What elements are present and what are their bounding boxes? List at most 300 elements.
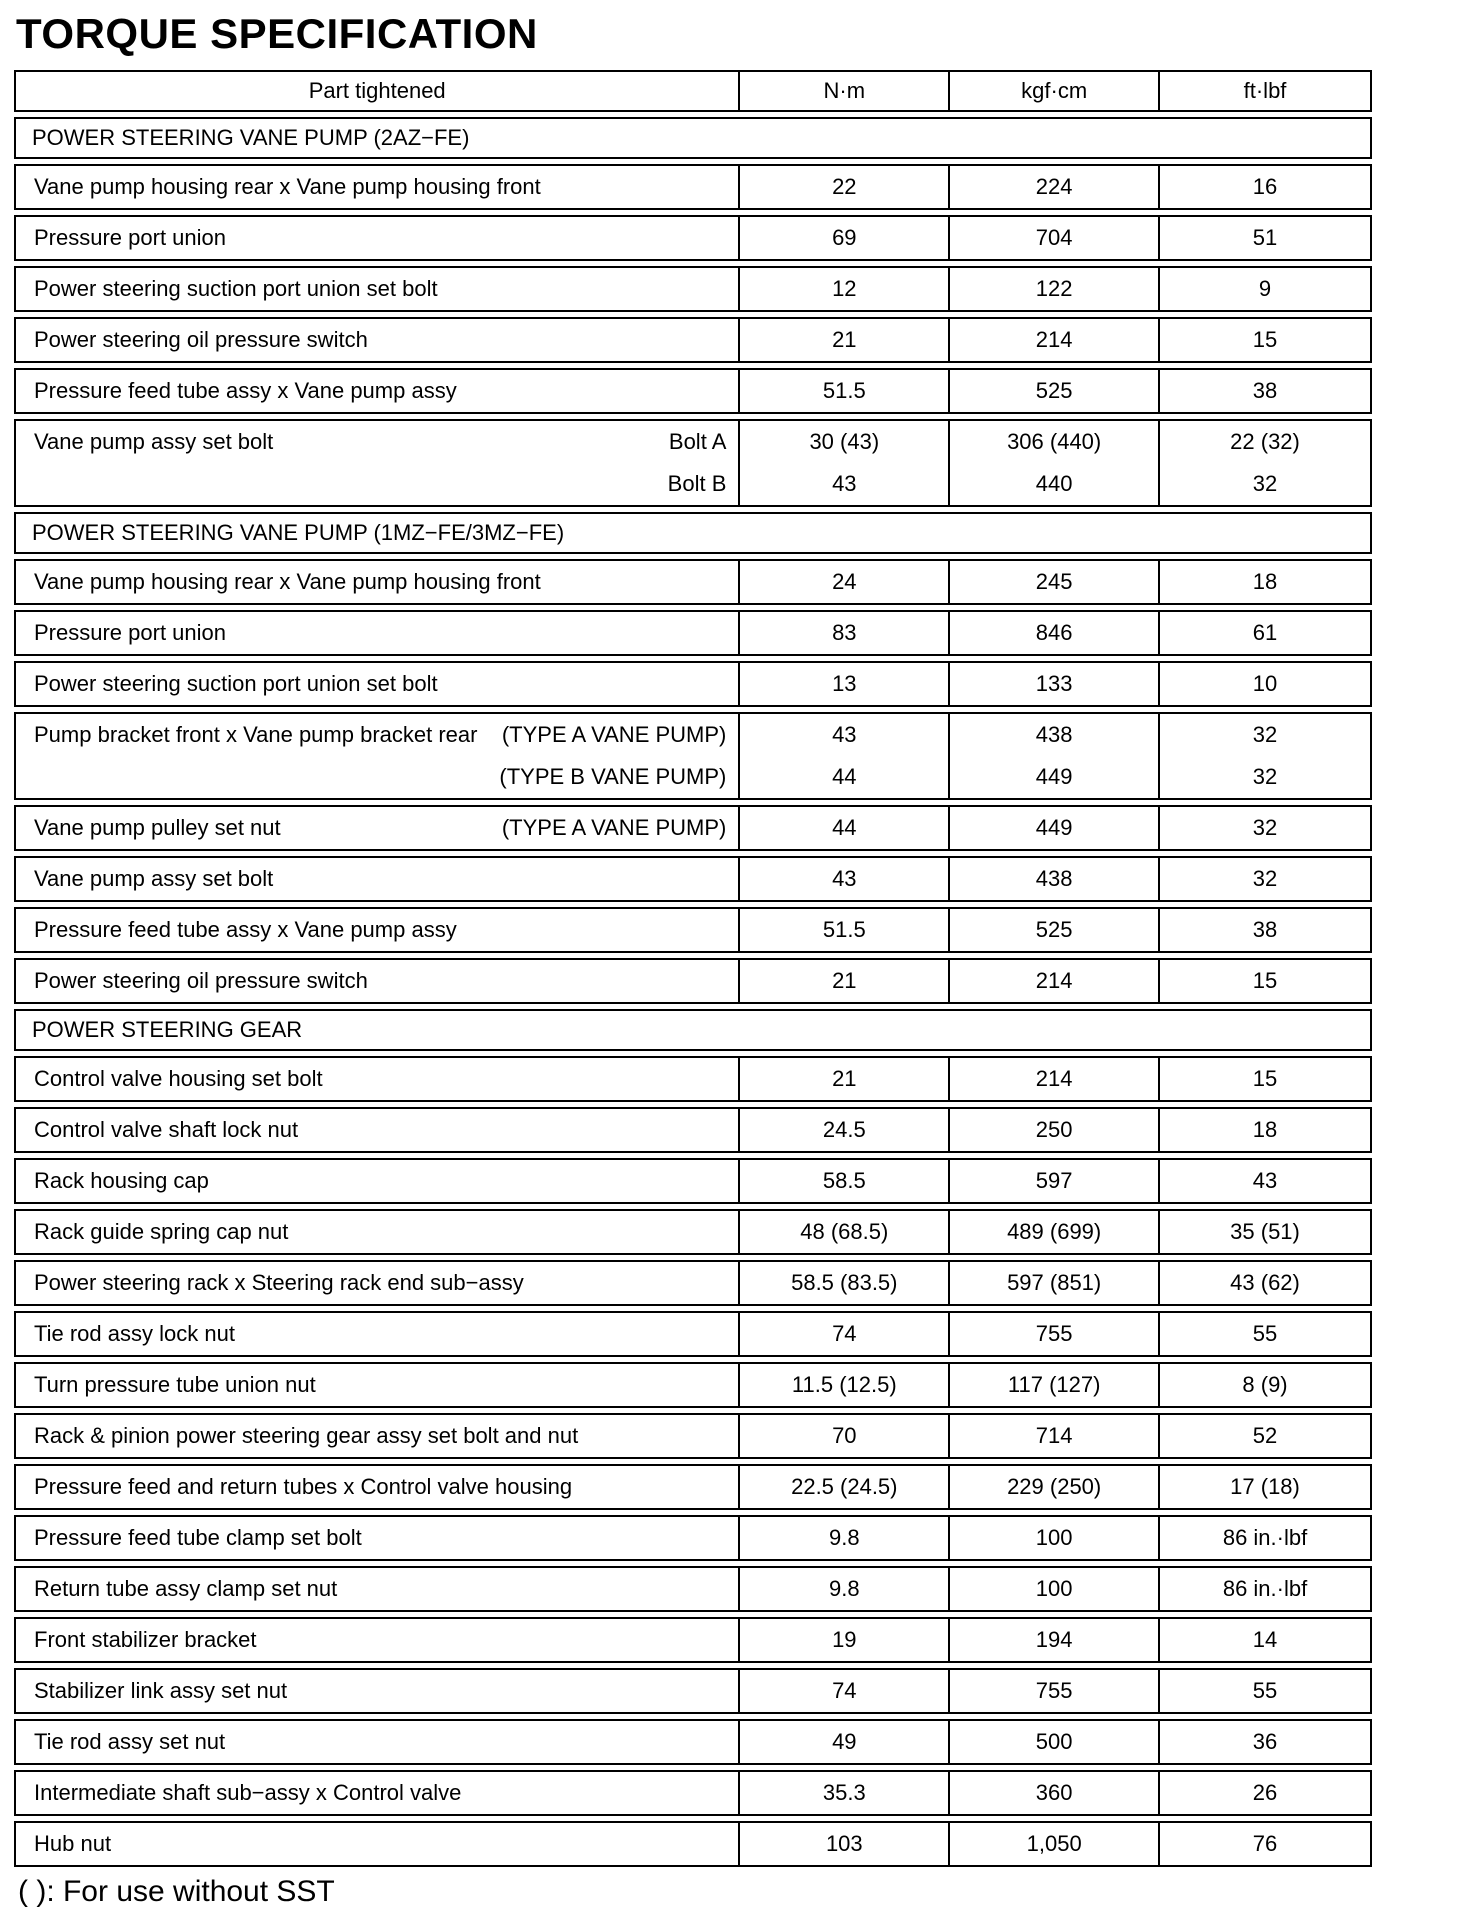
value-cell-ftlbf <box>1160 960 1370 1002</box>
part-line <box>34 1058 726 1100</box>
table-row <box>14 856 1372 902</box>
value-cell-nm <box>740 858 950 900</box>
section-title: POWER STEERING VANE PUMP (1MZ−FE/3MZ−FE) <box>32 520 565 545</box>
table-row <box>14 1413 1372 1459</box>
part-name: Rack guide spring cap nut <box>34 1219 289 1244</box>
part-cell <box>16 1058 740 1100</box>
value-cell-nm <box>740 1670 950 1712</box>
torque-value: 245 <box>1035 569 1073 594</box>
value-cell-kgfcm <box>950 421 1160 505</box>
table-row <box>14 712 1372 800</box>
value-cell-kgfcm <box>950 1415 1160 1457</box>
part-name: Turn pressure tube union nut <box>34 1372 316 1397</box>
part-cell <box>16 1619 740 1661</box>
table-row <box>14 317 1372 363</box>
torque-value: 9.8 <box>829 1576 860 1601</box>
torque-value: 32 <box>1252 471 1278 496</box>
torque-value: 55 <box>1252 1678 1278 1703</box>
value-cell-kgfcm <box>950 561 1160 603</box>
value-cell-ftlbf <box>1160 1772 1370 1814</box>
torque-value: 86 in.·lbf <box>1222 1525 1308 1550</box>
table-row <box>14 907 1372 953</box>
torque-value: 10 <box>1252 671 1278 696</box>
value-cell-nm <box>740 268 950 310</box>
value-cell-ftlbf <box>1160 1109 1370 1151</box>
section-header-row <box>14 512 1372 554</box>
value-cell-ftlbf <box>1160 1211 1370 1253</box>
torque-value: 58.5 (83.5) <box>791 1270 898 1295</box>
value-cell-nm <box>740 1211 950 1253</box>
torque-value: 21 <box>832 327 857 352</box>
part-cell <box>16 663 740 705</box>
value-cell-nm <box>740 612 950 654</box>
value-cell-nm <box>740 1313 950 1355</box>
torque-value: 26 <box>1252 1780 1278 1805</box>
part-name: Vane pump housing rear x Vane pump housing front <box>34 569 541 594</box>
value-cell-kgfcm <box>950 319 1160 361</box>
part-cell <box>16 1211 740 1253</box>
part-cell <box>16 807 740 849</box>
torque-value: 21 <box>832 1066 857 1091</box>
torque-value: 440 <box>1035 471 1073 496</box>
value-cell-kgfcm <box>950 1670 1160 1712</box>
table-header-row <box>14 70 1372 112</box>
value-cell-nm <box>740 807 950 849</box>
torque-value: 194 <box>1035 1627 1073 1652</box>
part-line <box>34 663 726 705</box>
part-name: Control valve housing set bolt <box>34 1066 323 1091</box>
torque-value: 360 <box>1035 1780 1073 1805</box>
table-row <box>14 1464 1372 1510</box>
torque-value: 9.8 <box>829 1525 860 1550</box>
torque-value: 44 <box>832 764 857 789</box>
value-cell-nm <box>740 960 950 1002</box>
part-name: Power steering oil pressure switch <box>34 968 368 993</box>
torque-value: 846 <box>1035 620 1073 645</box>
torque-value: 12 <box>832 276 857 301</box>
value-cell-nm <box>740 1772 950 1814</box>
torque-value: 438 <box>1035 722 1073 747</box>
part-cell <box>16 370 740 412</box>
torque-value: 51.5 <box>822 378 866 403</box>
part-cell <box>16 960 740 1002</box>
value-cell-nm <box>740 1517 950 1559</box>
part-name: Power steering oil pressure switch <box>34 327 368 352</box>
part-cell <box>16 1415 740 1457</box>
part-line <box>34 561 726 603</box>
torque-value: 83 <box>832 620 857 645</box>
value-cell-kgfcm <box>950 612 1160 654</box>
value-cell-nm <box>740 1262 950 1304</box>
value-cell-kgfcm <box>950 268 1160 310</box>
torque-value: 24.5 <box>822 1117 866 1142</box>
torque-spec-table <box>14 70 1372 1867</box>
part-line <box>34 1772 726 1814</box>
torque-value: 52 <box>1252 1423 1278 1448</box>
torque-value: 32 <box>1252 815 1278 840</box>
part-name: Vane pump assy set bolt <box>34 866 274 891</box>
torque-value: 755 <box>1035 1678 1073 1703</box>
part-name: Pressure port union <box>34 225 226 250</box>
torque-value: 133 <box>1035 671 1073 696</box>
torque-value: 224 <box>1035 174 1073 199</box>
part-cell <box>16 1670 740 1712</box>
torque-value: 70 <box>832 1423 857 1448</box>
value-cell-kgfcm <box>950 1517 1160 1559</box>
part-name: Pressure feed tube clamp set bolt <box>34 1525 362 1550</box>
value-cell-ftlbf <box>1160 1160 1370 1202</box>
torque-value: 21 <box>832 968 857 993</box>
part-line <box>34 1262 726 1304</box>
part-line <box>34 1313 726 1355</box>
torque-value: 9 <box>1258 276 1272 301</box>
part-name: Pressure feed tube assy x Vane pump assy <box>34 917 457 942</box>
table-row <box>14 164 1372 210</box>
value-cell-nm <box>740 166 950 208</box>
table-row <box>14 661 1372 707</box>
part-name: Front stabilizer bracket <box>34 1627 257 1652</box>
footnote: ( ): For use without SST <box>18 1875 335 1908</box>
part-cell <box>16 1313 740 1355</box>
value-cell-ftlbf <box>1160 1364 1370 1406</box>
page-title: TORQUE SPECIFICATION <box>16 10 538 57</box>
part-note: (TYPE A VANE PUMP) <box>501 815 727 840</box>
torque-value: 35 (51) <box>1230 1219 1300 1244</box>
value-cell-ftlbf <box>1160 612 1370 654</box>
part-cell <box>16 1466 740 1508</box>
table-row <box>14 1821 1372 1867</box>
torque-value: 306 (440) <box>1007 429 1102 454</box>
table-row <box>14 1107 1372 1153</box>
part-line <box>34 807 726 849</box>
part-line <box>34 1109 726 1151</box>
value-cell-nm <box>740 1466 950 1508</box>
torque-value: 55 <box>1252 1321 1278 1346</box>
torque-value: 44 <box>832 815 857 840</box>
torque-value: 43 <box>832 471 857 496</box>
column-header-part: Part tightened <box>16 72 740 110</box>
part-name: Vane pump housing rear x Vane pump housing front <box>34 174 541 199</box>
value-cell-nm <box>740 714 950 798</box>
value-cell-ftlbf <box>1160 1619 1370 1661</box>
torque-value: 43 <box>1252 1168 1278 1193</box>
value-cell-kgfcm <box>950 807 1160 849</box>
part-line <box>34 960 726 1002</box>
torque-value: 489 (699) <box>1007 1219 1102 1244</box>
torque-value: 51.5 <box>822 917 866 942</box>
torque-value: 122 <box>1035 276 1073 301</box>
part-name: Vane pump pulley set nut <box>34 815 281 840</box>
table-row <box>14 1770 1372 1816</box>
part-line <box>34 1415 726 1457</box>
part-line <box>34 612 726 654</box>
value-cell-ftlbf <box>1160 561 1370 603</box>
value-cell-ftlbf <box>1160 1670 1370 1712</box>
part-cell <box>16 1262 740 1304</box>
torque-value: 74 <box>832 1678 857 1703</box>
part-note: Bolt B <box>667 471 727 496</box>
table-row <box>14 805 1372 851</box>
column-header-ftlbf: ft·lbf <box>1243 78 1287 103</box>
part-line <box>34 1160 726 1202</box>
value-cell-ftlbf <box>1160 217 1370 259</box>
part-name: Tie rod assy lock nut <box>34 1321 235 1346</box>
table-row <box>14 1719 1372 1765</box>
table-row <box>14 1566 1372 1612</box>
torque-value: 14 <box>1252 1627 1278 1652</box>
value-cell-ftlbf <box>1160 1415 1370 1457</box>
part-name: Power steering suction port union set bolt <box>34 276 438 301</box>
value-cell-ftlbf <box>1160 1262 1370 1304</box>
torque-value: 58.5 <box>822 1168 866 1193</box>
part-note: Bolt A <box>668 429 727 454</box>
part-line <box>34 166 726 208</box>
part-line <box>34 319 726 361</box>
part-line <box>34 1466 726 1508</box>
part-cell <box>16 1568 740 1610</box>
part-line <box>34 268 726 310</box>
torque-value: 229 (250) <box>1007 1474 1102 1499</box>
column-header-nm: N·m <box>740 72 950 110</box>
table-row <box>14 1668 1372 1714</box>
value-cell-kgfcm <box>950 960 1160 1002</box>
part-line <box>34 1568 726 1610</box>
value-cell-ftlbf <box>1160 1058 1370 1100</box>
torque-value: 19 <box>832 1627 857 1652</box>
table-row <box>14 1260 1372 1306</box>
table-row <box>14 266 1372 312</box>
value-cell-kgfcm <box>950 1823 1160 1865</box>
torque-value: 117 (127) <box>1007 1372 1101 1397</box>
table-row <box>14 215 1372 261</box>
part-name: Rack housing cap <box>34 1168 209 1193</box>
value-cell-nm <box>740 909 950 951</box>
table-row <box>14 559 1372 605</box>
torque-value: 18 <box>1252 569 1278 594</box>
part-name: Return tube assy clamp set nut <box>34 1576 338 1601</box>
value-cell-ftlbf <box>1160 1313 1370 1355</box>
part-line <box>34 909 726 951</box>
torque-value: 438 <box>1035 866 1073 891</box>
part-cell <box>16 1772 740 1814</box>
torque-value: 32 <box>1252 722 1278 747</box>
part-cell <box>16 1364 740 1406</box>
torque-value: 214 <box>1035 327 1073 352</box>
torque-value: 43 (62) <box>1230 1270 1300 1295</box>
torque-value: 15 <box>1252 1066 1278 1091</box>
table-row <box>14 1311 1372 1357</box>
value-cell-ftlbf <box>1160 858 1370 900</box>
part-name: Pump bracket front x Vane pump bracket rear <box>34 722 478 747</box>
table-row <box>14 1515 1372 1561</box>
part-note: (TYPE A VANE PUMP) <box>501 722 727 747</box>
value-cell-kgfcm <box>950 858 1160 900</box>
torque-value: 755 <box>1035 1321 1073 1346</box>
value-cell-nm <box>740 1109 950 1151</box>
part-cell <box>16 1160 740 1202</box>
value-cell-kgfcm <box>950 166 1160 208</box>
part-line <box>34 1721 726 1763</box>
torque-value: 43 <box>832 866 857 891</box>
table-row <box>14 958 1372 1004</box>
torque-value: 18 <box>1252 1117 1278 1142</box>
torque-value: 15 <box>1252 968 1278 993</box>
value-cell-kgfcm <box>950 909 1160 951</box>
part-line <box>34 217 726 259</box>
torque-value: 76 <box>1252 1831 1278 1856</box>
value-cell-kgfcm <box>950 1568 1160 1610</box>
part-note: (TYPE B VANE PUMP) <box>499 764 727 789</box>
torque-value: 22 (32) <box>1230 429 1300 454</box>
value-cell-kgfcm <box>950 663 1160 705</box>
value-cell-nm <box>740 1619 950 1661</box>
part-cell <box>16 909 740 951</box>
value-cell-ftlbf <box>1160 807 1370 849</box>
part-cell <box>16 319 740 361</box>
torque-value: 36 <box>1252 1729 1278 1754</box>
torque-value: 525 <box>1035 917 1073 942</box>
value-cell-nm <box>740 1058 950 1100</box>
part-line <box>34 1364 726 1406</box>
part-cell <box>16 1517 740 1559</box>
part-cell <box>16 166 740 208</box>
value-cell-nm <box>740 319 950 361</box>
value-cell-ftlbf <box>1160 663 1370 705</box>
document-page <box>14 10 1458 1909</box>
torque-value: 24 <box>832 569 857 594</box>
part-cell <box>16 421 740 505</box>
torque-value: 69 <box>832 225 857 250</box>
part-cell <box>16 1823 740 1865</box>
torque-value: 15 <box>1252 327 1278 352</box>
table-row <box>14 368 1372 414</box>
torque-value: 32 <box>1252 866 1278 891</box>
torque-value: 704 <box>1035 225 1073 250</box>
part-name: Power steering rack x Steering rack end sub−assy <box>34 1270 524 1295</box>
value-cell-kgfcm <box>950 1262 1160 1304</box>
torque-value: 103 <box>825 1831 863 1856</box>
value-cell-nm <box>740 1364 950 1406</box>
part-name: Rack & pinion power steering gear assy set bolt and nut <box>34 1423 579 1448</box>
torque-value: 32 <box>1252 764 1278 789</box>
value-cell-kgfcm <box>950 1364 1160 1406</box>
torque-value: 1,050 <box>1026 1831 1082 1856</box>
section-header-row <box>14 117 1372 159</box>
part-line <box>34 1517 726 1559</box>
part-line <box>34 858 726 900</box>
value-cell-ftlbf <box>1160 1568 1370 1610</box>
torque-value: 35.3 <box>822 1780 866 1805</box>
part-name: Hub nut <box>34 1831 112 1856</box>
torque-value: 30 (43) <box>809 429 880 454</box>
torque-value: 86 in.·lbf <box>1222 1576 1308 1601</box>
value-cell-ftlbf <box>1160 909 1370 951</box>
torque-value: 11.5 (12.5) <box>791 1372 897 1397</box>
value-cell-kgfcm <box>950 370 1160 412</box>
torque-value: 48 (68.5) <box>800 1219 889 1244</box>
value-cell-ftlbf <box>1160 1466 1370 1508</box>
value-cell-kgfcm <box>950 1211 1160 1253</box>
torque-value: 214 <box>1035 1066 1073 1091</box>
value-cell-kgfcm <box>950 1109 1160 1151</box>
value-cell-nm <box>740 1415 950 1457</box>
part-line <box>34 756 726 798</box>
value-cell-nm <box>740 421 950 505</box>
value-cell-ftlbf <box>1160 319 1370 361</box>
part-line <box>34 714 726 756</box>
value-cell-nm <box>740 1160 950 1202</box>
torque-value: 597 (851) <box>1007 1270 1102 1295</box>
table-row <box>14 1362 1372 1408</box>
table-row <box>14 1158 1372 1204</box>
part-cell <box>16 217 740 259</box>
torque-value: 16 <box>1252 174 1278 199</box>
value-cell-kgfcm <box>950 1058 1160 1100</box>
section-title: POWER STEERING GEAR <box>32 1017 303 1042</box>
torque-value: 22 <box>832 174 857 199</box>
value-cell-kgfcm <box>950 217 1160 259</box>
part-line <box>34 1211 726 1253</box>
part-name: Pressure feed tube assy x Vane pump assy <box>34 378 457 403</box>
value-cell-kgfcm <box>950 1313 1160 1355</box>
value-cell-ftlbf <box>1160 1721 1370 1763</box>
part-name: Vane pump assy set bolt <box>34 429 274 454</box>
part-line <box>34 421 726 463</box>
torque-value: 597 <box>1035 1168 1073 1193</box>
value-cell-nm <box>740 663 950 705</box>
value-cell-ftlbf <box>1160 714 1370 798</box>
value-cell-kgfcm <box>950 1721 1160 1763</box>
value-cell-kgfcm <box>950 1619 1160 1661</box>
table-row <box>14 1209 1372 1255</box>
value-cell-ftlbf <box>1160 1517 1370 1559</box>
torque-value: 13 <box>832 671 857 696</box>
part-cell <box>16 858 740 900</box>
torque-value: 250 <box>1035 1117 1073 1142</box>
part-cell <box>16 268 740 310</box>
value-cell-ftlbf <box>1160 370 1370 412</box>
value-cell-ftlbf <box>1160 268 1370 310</box>
part-name: Stabilizer link assy set nut <box>34 1678 288 1703</box>
part-cell <box>16 612 740 654</box>
torque-value: 51 <box>1252 225 1278 250</box>
torque-value: 214 <box>1035 968 1073 993</box>
table-row <box>14 1617 1372 1663</box>
part-line <box>34 1823 726 1865</box>
torque-value: 38 <box>1252 378 1278 403</box>
value-cell-nm <box>740 1568 950 1610</box>
part-cell <box>16 561 740 603</box>
part-name: Power steering suction port union set bolt <box>34 671 438 696</box>
torque-value: 43 <box>832 722 857 747</box>
part-line <box>34 370 726 412</box>
torque-value: 714 <box>1035 1423 1073 1448</box>
column-header-kgfcm: kgf·cm <box>950 72 1160 110</box>
value-cell-ftlbf <box>1160 421 1370 505</box>
part-cell <box>16 1721 740 1763</box>
part-name: Pressure feed and return tubes x Control valve housing <box>34 1474 573 1499</box>
torque-value: 61 <box>1252 620 1278 645</box>
part-name: Tie rod assy set nut <box>34 1729 226 1754</box>
value-cell-ftlbf <box>1160 166 1370 208</box>
section-header-row <box>14 1009 1372 1051</box>
torque-value: 49 <box>832 1729 857 1754</box>
value-cell-kgfcm <box>950 714 1160 798</box>
section-title: POWER STEERING VANE PUMP (2AZ−FE) <box>32 125 470 150</box>
value-cell-ftlbf <box>1160 1823 1370 1865</box>
value-cell-nm <box>740 217 950 259</box>
part-name: Intermediate shaft sub−assy x Control valve <box>34 1780 462 1805</box>
